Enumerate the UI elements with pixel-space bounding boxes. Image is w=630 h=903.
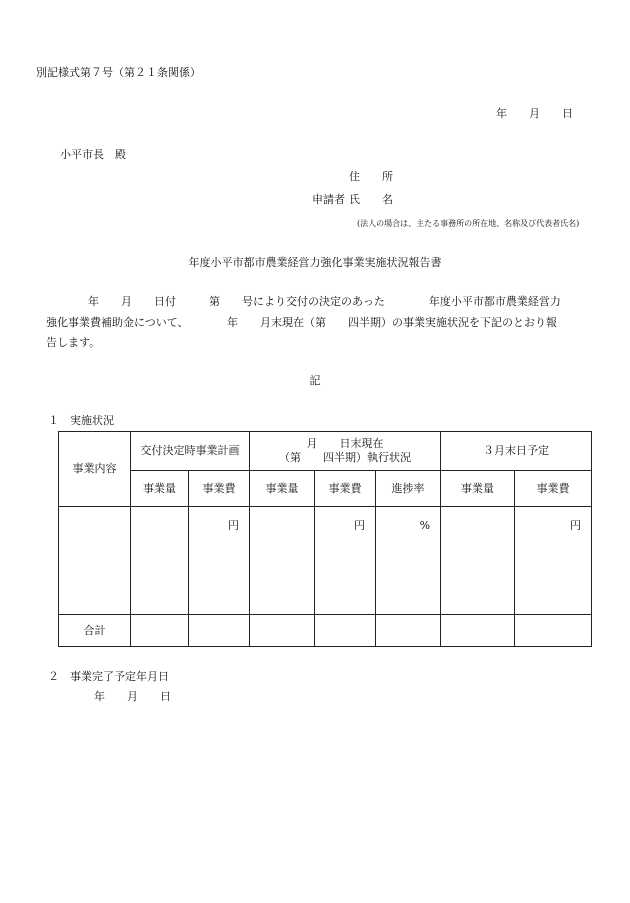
status-table xyxy=(58,431,592,647)
sub-forecast-cost: 事業費 xyxy=(515,471,592,507)
sub-forecast-quantity: 事業量 xyxy=(441,471,515,507)
total-status-progress xyxy=(376,615,441,647)
addressee: 小平市長 殿 xyxy=(60,148,126,161)
section2-date: 年 月 日 xyxy=(94,690,171,703)
total-label: 合計 xyxy=(59,615,131,647)
applicant-address-label: 住 所 xyxy=(349,170,393,183)
body-line-1: 年 月 日付 第 号により交付の決定のあった 年度小平市都市農業経営力 xyxy=(88,295,561,308)
total-forecast-quantity xyxy=(441,615,515,647)
total-status-quantity xyxy=(250,615,315,647)
applicant-name-label: 氏 名 xyxy=(349,193,393,206)
sub-plan-cost: 事業費 xyxy=(189,471,250,507)
header-status-line2: （第 四半期）執行状況 xyxy=(279,451,411,464)
header-status-line1: 月 日末現在 xyxy=(306,437,384,450)
sub-plan-quantity: 事業量 xyxy=(131,471,189,507)
document-title: 年度小平市都市農業経営力強化事業実施状況報告書 xyxy=(188,256,442,269)
total-plan-quantity xyxy=(131,615,189,647)
body-line-3: 告します。 xyxy=(46,336,101,349)
cell-content xyxy=(59,507,131,615)
header-content: 事業内容 xyxy=(59,432,131,507)
cell-status-quantity xyxy=(250,507,315,615)
cell-forecast-cost: 円 xyxy=(515,507,592,615)
cell-forecast-quantity xyxy=(441,507,515,615)
section1-label: １ 実施状況 xyxy=(48,414,114,427)
section2-label: ２ 事業完了予定年月日 xyxy=(48,670,169,683)
total-row xyxy=(59,615,592,647)
body-line-2: 強化事業費補助金について、 年 月末現在（第 四半期）の事業実施状況を下記のとおり報 xyxy=(46,316,558,329)
table-row xyxy=(59,507,592,615)
header-status xyxy=(250,432,441,471)
cell-status-cost: 円 xyxy=(315,507,376,615)
total-status-cost xyxy=(315,615,376,647)
header-forecast: ３月末日予定 xyxy=(441,432,592,471)
form-number: 別記様式第７号（第２１条関係） xyxy=(36,66,201,79)
cell-plan-cost: 円 xyxy=(189,507,250,615)
applicant-prefix: 申請者 xyxy=(312,193,345,206)
sub-status-progress: 進捗率 xyxy=(376,471,441,507)
cell-plan-quantity xyxy=(131,507,189,615)
total-forecast-cost xyxy=(515,615,592,647)
applicant-note: (法人の場合は、主たる事務所の所在地、名称及び代表者氏名) xyxy=(357,219,580,228)
ki-marker: 記 xyxy=(309,374,321,387)
sub-status-quantity: 事業量 xyxy=(250,471,315,507)
header-plan: 交付決定時事業計画 xyxy=(131,432,250,471)
cell-status-progress: % xyxy=(376,507,441,615)
date-line: 年 月 日 xyxy=(496,107,573,120)
total-plan-cost xyxy=(189,615,250,647)
sub-status-cost: 事業費 xyxy=(315,471,376,507)
